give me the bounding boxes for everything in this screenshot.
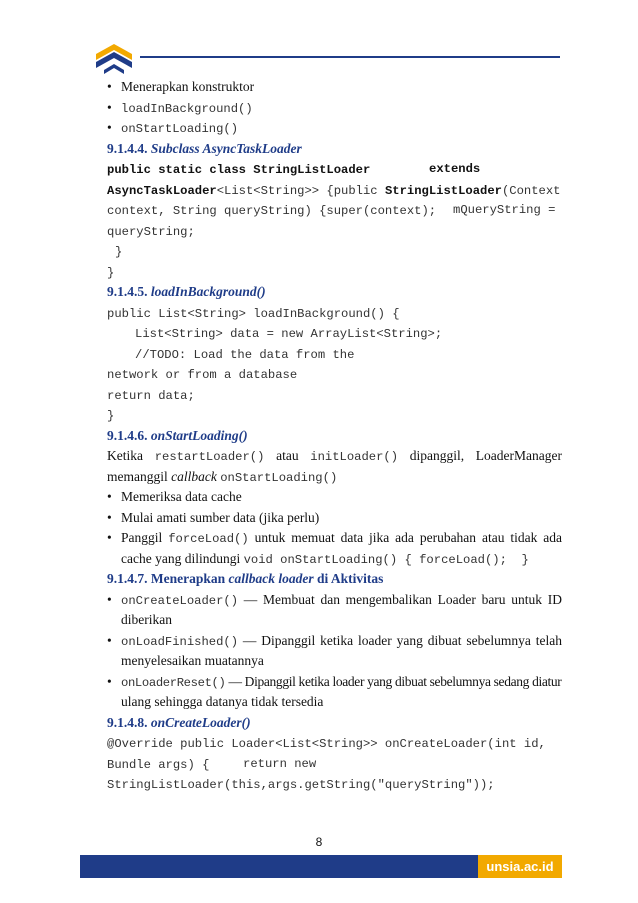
section-heading: 9.1.4.8. onCreateLoader() <box>107 714 251 730</box>
list-item: • Mulai amati sumber data (jika perlu) <box>107 508 562 529</box>
bullet-icon: • <box>107 120 112 135</box>
code-line: List<String> data = new ArrayList<String>; <box>135 327 443 341</box>
unsia-logo-icon <box>92 38 136 78</box>
list-item-continuation: cache yang dilindungi void onStartLoading() { forceLoad(); } <box>121 550 529 567</box>
code-line: AsyncTaskLoader<List<String>> {public StringListLoader(Context <box>107 183 561 198</box>
section-heading: 9.1.4.7. Menerapkan callback loader di Aktivitas <box>107 571 384 586</box>
section-heading: 9.1.4.5. loadInBackground() <box>107 284 266 299</box>
page-body <box>107 77 562 795</box>
code-line: StringListLoader(this,args.getString("queryString")); <box>107 778 495 792</box>
code-line: queryString; <box>107 224 195 239</box>
list-item: • onStartLoading() <box>107 118 562 139</box>
paragraph-line: memanggil callback onStartLoading() <box>107 468 338 485</box>
code-line: } <box>115 245 123 259</box>
list-item: • Panggil forceLoad() untuk memuat data jika ada perubahan atau tidak ada <box>107 528 562 549</box>
list-item: • Memeriksa data cache <box>107 487 562 508</box>
code-line: } <box>107 265 115 280</box>
list-item: • Menerapkan konstruktor <box>107 77 562 98</box>
code-line: } <box>107 409 115 423</box>
list-item: • loadInBackground() <box>107 98 562 119</box>
bullet-icon: • <box>107 79 112 94</box>
bullet-icon: • <box>107 591 112 607</box>
bullet-icon: • <box>107 632 112 648</box>
list-item: • onLoadFinished() — Dipanggil ketika loader yang dibuat sebelumnya telah <box>107 631 562 652</box>
bullet-icon: • <box>107 509 112 525</box>
list-item-continuation: menyelesaikan muatannya <box>121 653 264 668</box>
code-line: Bundle args) { return new <box>107 756 317 772</box>
list-item-continuation: diberikan <box>121 612 172 627</box>
section-heading: 9.1.4.6. onStartLoading() <box>107 427 248 443</box>
section-heading: 9.1.4.4. Subclass AsyncTaskLoader <box>107 140 302 156</box>
code-line: @Override public Loader<List<String>> onCreateLoader(int id, <box>107 737 546 751</box>
page-number: 8 <box>315 835 323 849</box>
code-line: context, String queryString) {super(context); mQueryString = <box>107 203 556 218</box>
code-line: public List<String> loadInBackground() { <box>107 306 400 321</box>
code-line: network or from a database <box>107 368 298 382</box>
paragraph-line: Ketika restartLoader() atau initLoader() dipanggil, LoaderManager <box>107 448 562 464</box>
bullet-icon: • <box>107 673 112 689</box>
bullet-icon: • <box>107 530 112 545</box>
bullet-icon: • <box>107 489 112 504</box>
code-line: //TODO: Load the data from the <box>135 347 355 362</box>
list-item-continuation: ulang sehingga datanya tidak tersedia <box>121 694 324 709</box>
footer-brand: unsia.ac.id <box>478 855 562 878</box>
list-item: • onLoaderReset() — Dipanggil ketika loader yang dibuat sebelumnya sedang diatur <box>107 672 562 693</box>
header-rule <box>140 56 560 58</box>
list-item: • onCreateLoader() — Membuat dan mengembalikan Loader baru untuk ID <box>107 590 562 611</box>
code-line: return data; <box>107 388 195 403</box>
bullet-icon: • <box>107 99 112 115</box>
code-line: public static class StringListLoader extends <box>107 162 481 177</box>
